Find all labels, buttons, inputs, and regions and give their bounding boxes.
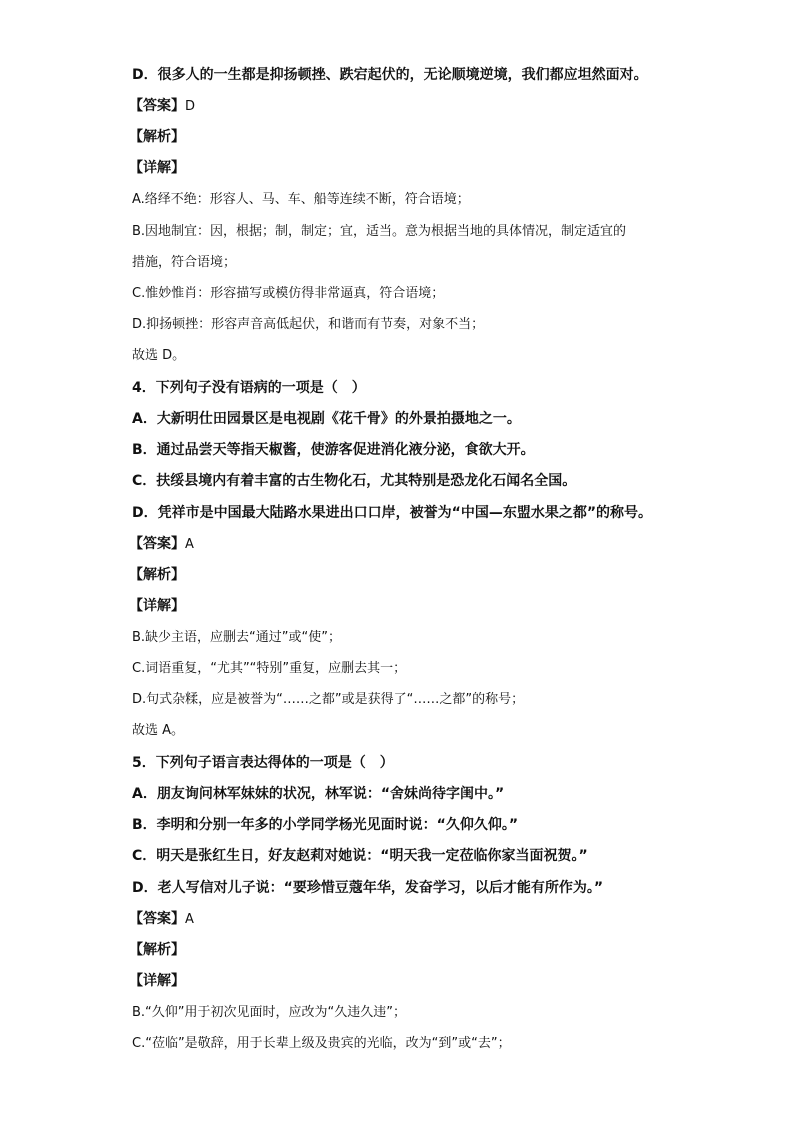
answer-value: A	[185, 912, 194, 927]
q4-explain-line: D.句式杂糅，应是被誉为“……之都”或是获得了“……之都”的称号；	[132, 692, 525, 707]
q3-conclusion: 故选 D。	[132, 348, 186, 363]
q4-analysis-heading: 【解析】	[129, 567, 185, 583]
q3-option-d: D．很多人的一生都是抑扬顿挫、跌宕起伏的，无论顺境逆境，我们都应坦然面对。	[132, 67, 648, 83]
q4-option-b: B．通过品尝天等指天椒酱，使游客促进消化液分泌，食欲大开。	[132, 442, 535, 458]
answer-bracket-close: 】	[171, 98, 185, 114]
q4-explain-line: B.缺少主语，应删去“通过”或“使”；	[132, 630, 341, 645]
q4-explain-line: C.词语重复，“尤其”“特别”重复，应删去其一；	[132, 661, 407, 676]
q3-explain-line: B.因地制宜：因，根据；制，制定；宜，适当。意为根据当地的具体情况，制定适宜的	[132, 224, 627, 239]
q5-option-c: C．明天是张红生日，好友赵莉对她说：“明天我一定莅临你家当面祝贺。”	[132, 848, 588, 864]
q3-answer-line	[129, 96, 669, 117]
q4-conclusion: 故选 A。	[132, 723, 185, 738]
q4-answer-line	[129, 534, 669, 555]
q3-analysis-heading: 【解析】	[129, 129, 185, 145]
q5-analysis-heading: 【解析】	[129, 942, 185, 958]
answer-label: 答案	[143, 98, 171, 114]
q5-option-a: A．朋友询问林军妹妹的状况，林军说：“舍妹尚待字闺中。”	[132, 786, 505, 802]
q5-stem: 5．下列句子语言表达得体的一项是（ ）	[132, 755, 394, 771]
q3-explain-line: D.抑扬顿挫：形容声音高低起伏，和谐而有节奏，对象不当；	[132, 317, 485, 332]
q5-option-b: B．李明和分别一年多的小学同学杨光见面时说：“久仰久仰。”	[132, 817, 519, 833]
q3-explain-line: A.络绎不绝：形容人、马、车、船等连续不断，符合语境；	[132, 192, 470, 207]
answer-bracket-open: 【	[129, 98, 143, 114]
answer-label: 答案	[143, 536, 171, 552]
q5-explain-line: B.“久仰”用于初次见面时，应改为“久违久违”；	[132, 1005, 406, 1020]
q5-explain-line: C.“莅临”是敬辞，用于长辈上级及贵宾的光临，改为“到”或“去”；	[132, 1036, 511, 1051]
answer-bracket-close: 】	[171, 536, 185, 552]
q4-option-a: A．大新明仕田园景区是电视剧《花千骨》的外景拍摄地之一。	[132, 411, 521, 427]
q3-explain-line: 措施，符合语境；	[132, 255, 237, 270]
answer-bracket-open: 【	[129, 536, 143, 552]
answer-label: 答案	[143, 911, 171, 927]
q3-explain-line: C.惟妙惟肖：形容描写或模仿得非常逼真，符合语境；	[132, 286, 445, 301]
answer-bracket-close: 】	[171, 911, 185, 927]
q5-detail-heading: 【详解】	[129, 973, 185, 989]
q4-stem: 4．下列句子没有语病的一项是（ ）	[132, 380, 366, 396]
answer-value: D	[185, 99, 196, 114]
q3-detail-heading: 【详解】	[129, 160, 185, 176]
q4-detail-heading: 【详解】	[129, 598, 185, 614]
q4-option-d: D．凭祥市是中国最大陆路水果进出口口岸，被誉为“中国—东盟水果之都”的称号。	[132, 505, 653, 521]
answer-bracket-open: 【	[129, 911, 143, 927]
q5-option-d: D．老人写信对儿子说：“要珍惜豆蔻年华，发奋学习，以后才能有所作为。”	[132, 880, 604, 896]
answer-value: A	[185, 537, 194, 552]
q5-answer-line	[129, 909, 669, 930]
q4-option-c: C．扶绥县境内有着丰富的古生物化石，尤其特别是恐龙化石闻名全国。	[132, 473, 577, 489]
